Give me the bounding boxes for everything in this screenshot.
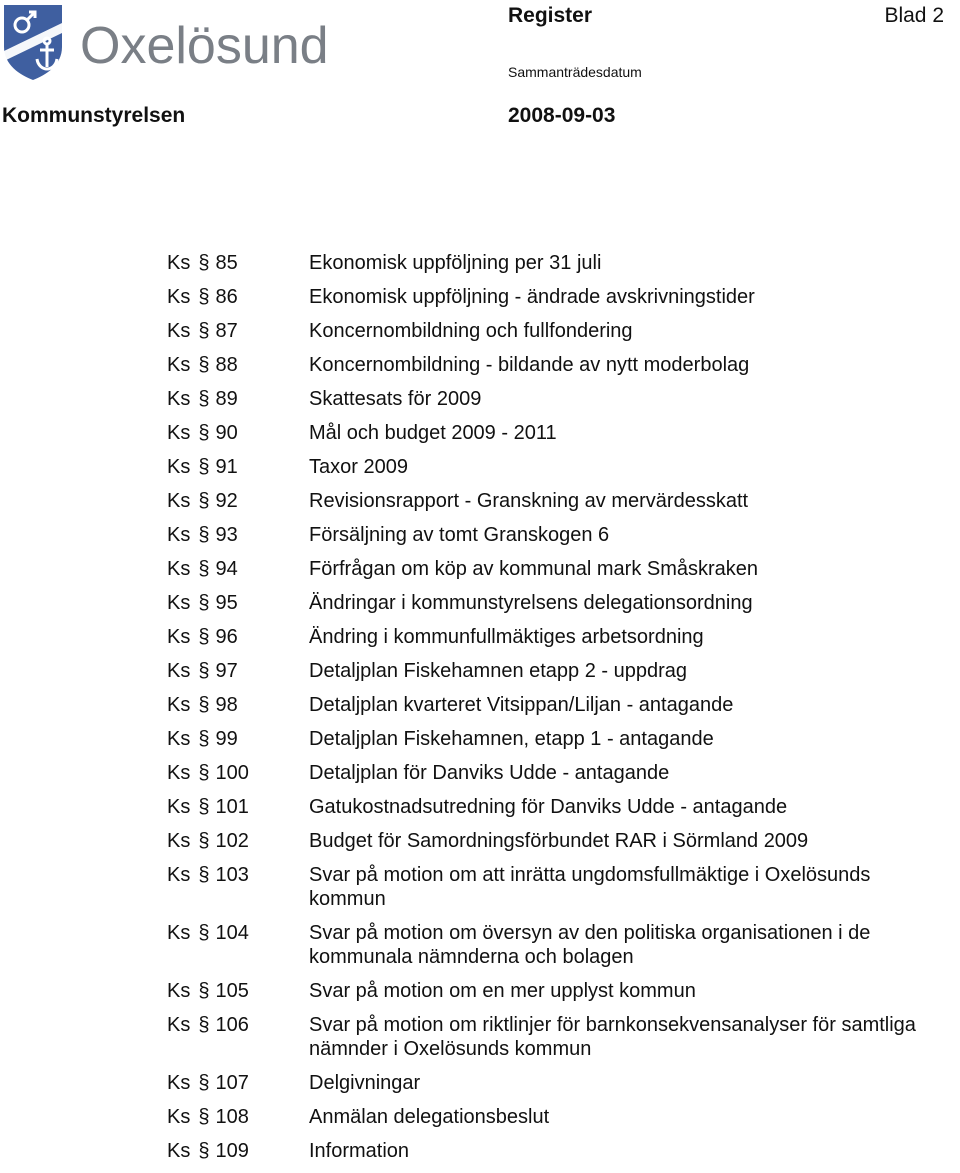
section-sign: § (198, 922, 210, 944)
paragraph-prefix: Ks (167, 1072, 191, 1094)
paragraph-number: 89 (215, 388, 238, 410)
paragraph-number: 95 (215, 592, 238, 614)
paragraph-prefix: Ks (167, 796, 191, 818)
register-item (167, 1013, 937, 1061)
paragraph-number: 96 (215, 626, 238, 648)
paragraph-title: Svar på motion om översyn av den politiska organisationen i de kommunala nämnderna och bolagen (309, 922, 871, 968)
paragraph-number: 102 (215, 830, 249, 852)
section-sign: § (198, 1140, 210, 1162)
paragraph-prefix: Ks (167, 1140, 191, 1162)
paragraph-number: 109 (215, 1140, 249, 1162)
paragraph-reference (167, 319, 309, 343)
register-item (167, 387, 937, 411)
register-item (167, 421, 937, 445)
paragraph-title: Koncernombildning och fullfondering (309, 320, 633, 342)
paragraph-reference (167, 659, 309, 683)
register-item (167, 761, 937, 785)
paragraph-number: 85 (215, 252, 238, 274)
paragraph-reference (167, 693, 309, 717)
paragraph-prefix: Ks (167, 592, 191, 614)
register-item (167, 1105, 937, 1129)
paragraph-number: 92 (215, 490, 238, 512)
section-sign: § (198, 728, 210, 750)
paragraph-number: 107 (215, 1072, 249, 1094)
register-item (167, 863, 937, 911)
meeting-date: 2008-09-03 (508, 104, 616, 127)
paragraph-prefix: Ks (167, 660, 191, 682)
paragraph-number: 93 (215, 524, 238, 546)
logo-wordmark: Oxelösund (80, 17, 329, 75)
paragraph-prefix: Ks (167, 490, 191, 512)
paragraph-prefix: Ks (167, 286, 191, 308)
paragraph-title: Budget för Samordningsförbundet RAR i Sörmland 2009 (309, 830, 809, 852)
paragraph-reference (167, 285, 309, 309)
section-sign: § (198, 762, 210, 784)
paragraph-number: 94 (215, 558, 238, 580)
register-item (167, 557, 937, 581)
paragraph-reference (167, 489, 309, 513)
paragraph-number: 91 (215, 456, 238, 478)
paragraph-prefix: Ks (167, 558, 191, 580)
register-item (167, 1139, 937, 1163)
paragraph-reference (167, 979, 309, 1003)
section-sign: § (198, 422, 210, 444)
section-sign: § (198, 388, 210, 410)
document-type: Register (508, 4, 593, 27)
section-sign: § (198, 354, 210, 376)
section-sign: § (198, 320, 210, 342)
paragraph-title: Ändringar i kommunstyrelsens delegationsordning (309, 592, 753, 614)
paragraph-reference (167, 387, 309, 411)
paragraph-number: 108 (215, 1106, 249, 1128)
paragraph-reference (167, 591, 309, 615)
paragraph-prefix: Ks (167, 728, 191, 750)
paragraph-title: Detaljplan kvarteret Vitsippan/Liljan - antagande (309, 694, 734, 716)
section-sign: § (198, 286, 210, 308)
paragraph-reference (167, 625, 309, 649)
paragraph-number: 88 (215, 354, 238, 376)
paragraph-reference (167, 557, 309, 581)
paragraph-number: 101 (215, 796, 249, 818)
paragraph-number: 104 (215, 922, 249, 944)
paragraph-title: Svar på motion om riktlinjer för barnkonsekvensanalyser för samtliga nämnder i Oxelösunds kommun (309, 1014, 916, 1060)
section-sign: § (198, 694, 210, 716)
section-sign: § (198, 660, 210, 682)
paragraph-title: Mål och budget 2009 - 2011 (309, 422, 557, 444)
section-sign: § (198, 1072, 210, 1094)
paragraph-number: 98 (215, 694, 238, 716)
paragraph-number: 105 (215, 980, 249, 1002)
register-item (167, 625, 937, 649)
paragraph-number: 97 (215, 660, 238, 682)
register-item (167, 1071, 937, 1095)
register-item (167, 251, 937, 275)
register-item (167, 591, 937, 615)
section-sign: § (198, 558, 210, 580)
register-item (167, 455, 937, 479)
register-item (167, 489, 937, 513)
paragraph-prefix: Ks (167, 1014, 191, 1036)
register-item (167, 523, 937, 547)
paragraph-prefix: Ks (167, 320, 191, 342)
page-number: Blad 2 (884, 4, 944, 27)
paragraph-prefix: Ks (167, 524, 191, 546)
paragraph-title: Taxor 2009 (309, 456, 408, 478)
section-sign: § (198, 830, 210, 852)
paragraph-prefix: Ks (167, 922, 191, 944)
paragraph-reference (167, 829, 309, 853)
paragraph-title: Ändring i kommunfullmäktiges arbetsordning (309, 626, 704, 648)
register-item (167, 795, 937, 819)
register-item (167, 693, 937, 717)
paragraph-prefix: Ks (167, 252, 191, 274)
paragraph-reference (167, 523, 309, 547)
paragraph-title: Ekonomisk uppföljning per 31 juli (309, 252, 602, 274)
paragraph-reference (167, 251, 309, 275)
paragraph-title: Skattesats för 2009 (309, 388, 482, 410)
register-item (167, 727, 937, 751)
paragraph-title: Revisionsrapport - Granskning av mervärdesskatt (309, 490, 749, 512)
paragraph-prefix: Ks (167, 830, 191, 852)
paragraph-prefix: Ks (167, 980, 191, 1002)
paragraph-reference (167, 1071, 309, 1095)
register-item (167, 921, 937, 969)
paragraph-prefix: Ks (167, 694, 191, 716)
meeting-date-label: Sammanträdesdatum (508, 64, 642, 80)
paragraph-title: Detaljplan Fiskehamnen etapp 2 - uppdrag (309, 660, 688, 682)
section-sign: § (198, 626, 210, 648)
paragraph-title: Gatukostnadsutredning för Danviks Udde - antagande (309, 796, 788, 818)
paragraph-prefix: Ks (167, 1106, 191, 1128)
committee-name: Kommunstyrelsen (2, 104, 186, 127)
logo-svg (2, 3, 342, 81)
section-sign: § (198, 864, 210, 886)
section-sign: § (198, 796, 210, 818)
paragraph-number: 90 (215, 422, 238, 444)
paragraph-reference (167, 1139, 309, 1163)
paragraph-title: Detaljplan för Danviks Udde - antagande (309, 762, 670, 784)
paragraph-prefix: Ks (167, 354, 191, 376)
paragraph-title: Anmälan delegationsbeslut (309, 1106, 550, 1128)
paragraph-reference (167, 353, 309, 377)
paragraph-reference (167, 921, 309, 969)
paragraph-reference (167, 421, 309, 445)
paragraph-title: Förfrågan om köp av kommunal mark Småskraken (309, 558, 759, 580)
paragraph-reference (167, 727, 309, 751)
section-sign: § (198, 524, 210, 546)
paragraph-title: Koncernombildning - bildande av nytt moderbolag (309, 354, 750, 376)
register-item (167, 659, 937, 683)
paragraph-number: 100 (215, 762, 249, 784)
section-sign: § (198, 1014, 210, 1036)
register-item (167, 285, 937, 309)
section-sign: § (198, 456, 210, 478)
paragraph-title: Ekonomisk uppföljning - ändrade avskrivningstider (309, 286, 755, 308)
paragraph-title: Information (309, 1140, 410, 1162)
oxelosund-logo (2, 3, 342, 81)
paragraph-prefix: Ks (167, 864, 191, 886)
paragraph-prefix: Ks (167, 762, 191, 784)
paragraph-title: Detaljplan Fiskehamnen, etapp 1 - antagande (309, 728, 714, 750)
paragraph-reference (167, 1105, 309, 1129)
section-sign: § (198, 490, 210, 512)
paragraph-title: Delgivningar (309, 1072, 421, 1094)
paragraph-number: 106 (215, 1014, 249, 1036)
register-item (167, 353, 937, 377)
section-sign: § (198, 252, 210, 274)
register-item (167, 829, 937, 853)
paragraph-prefix: Ks (167, 456, 191, 478)
paragraph-reference (167, 761, 309, 785)
paragraph-number: 86 (215, 286, 238, 308)
paragraph-number: 99 (215, 728, 238, 750)
paragraph-reference (167, 1013, 309, 1061)
register-item (167, 979, 937, 1003)
register-list (167, 251, 937, 1173)
paragraph-title: Försäljning av tomt Granskogen 6 (309, 524, 610, 546)
paragraph-number: 103 (215, 864, 249, 886)
paragraph-reference (167, 795, 309, 819)
register-item (167, 319, 937, 343)
paragraph-reference (167, 455, 309, 479)
paragraph-reference (167, 863, 309, 911)
section-sign: § (198, 980, 210, 1002)
section-sign: § (198, 592, 210, 614)
section-sign: § (198, 1106, 210, 1128)
paragraph-title: Svar på motion om att inrätta ungdomsfullmäktige i Oxelösunds kommun (309, 864, 871, 910)
paragraph-prefix: Ks (167, 422, 191, 444)
paragraph-prefix: Ks (167, 626, 191, 648)
paragraph-number: 87 (215, 320, 238, 342)
paragraph-title: Svar på motion om en mer upplyst kommun (309, 980, 696, 1002)
paragraph-prefix: Ks (167, 388, 191, 410)
